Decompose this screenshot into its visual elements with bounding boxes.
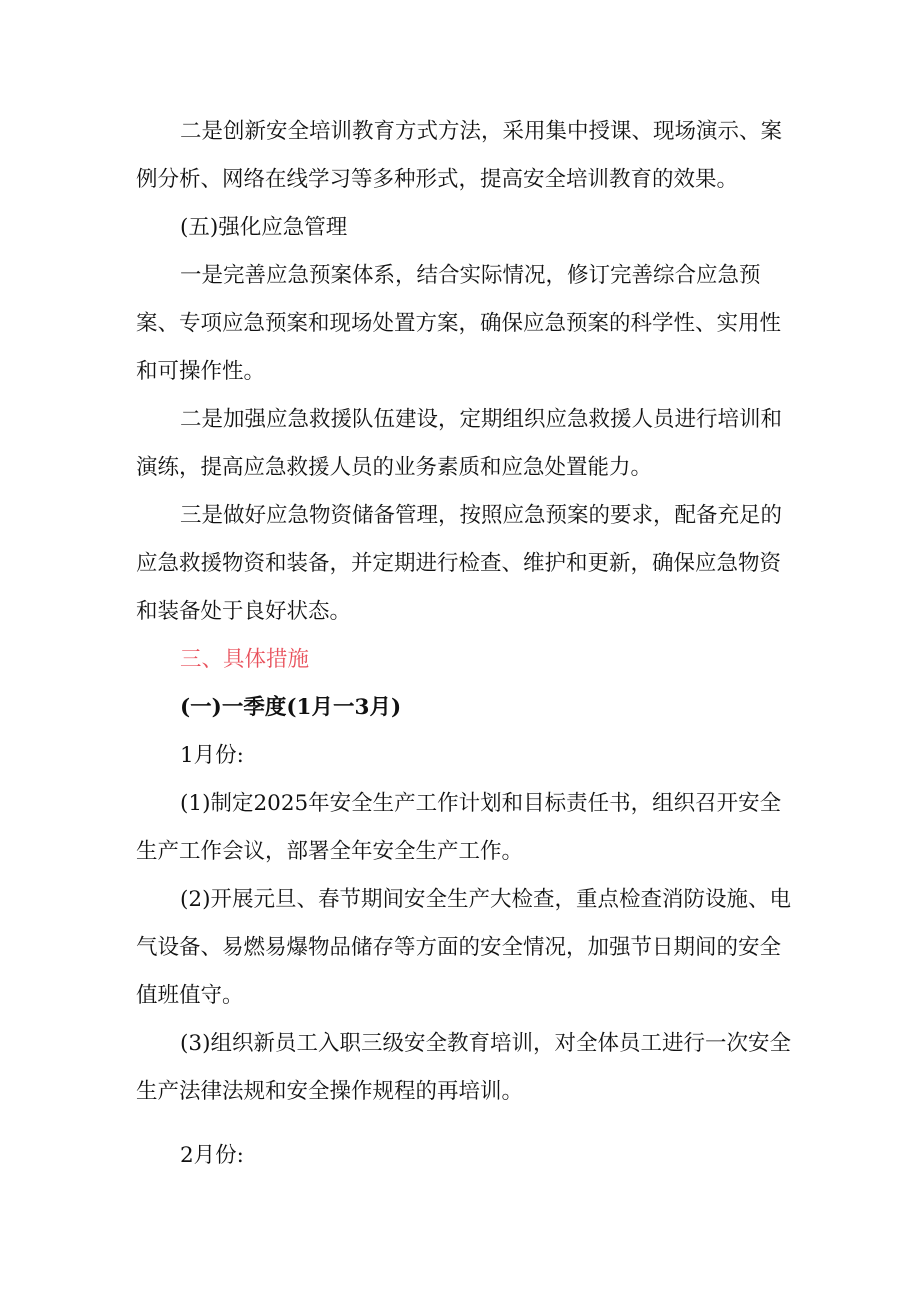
section-heading-specific-measures: 三、具体措施 <box>180 647 310 672</box>
paragraph-january-item-2: (2)开展元旦、春节期间安全生产大检查，重点检查消防设施、电气设备、易燃易爆物品储存等方面的安全情况，加强节日期间的安全值班值守。 <box>136 887 791 1008</box>
paragraph-emergency-plan-system: 一是完善应急预案体系，结合实际情况，修订完善综合应急预案、专项应急预案和现场处置方案，确保应急预案的科学性、实用性和可操作性。 <box>136 263 782 384</box>
paragraph-rescue-team: 二是加强应急救援队伍建设，定期组织应急救援人员进行培训和演练，提高应急救援人员的业务素质和应急处置能力。 <box>136 407 783 480</box>
paragraph-emergency-supplies: 三是做好应急物资储备管理，按照应急预案的要求，配备充足的应急救援物资和装备，并定期进行检查、维护和更新，确保应急物资和装备处于良好状态。 <box>136 503 783 624</box>
paragraph-january-item-3: (3)组织新员工入职三级安全教育培训，对全体员工进行一次安全生产法律法规和安全操作规程的再培训。 <box>136 1031 791 1104</box>
subheading-first-quarter: (一)一季度(1月一3月) <box>180 695 402 720</box>
paragraph-training-methods: 二是创新安全培训教育方式方法，采用集中授课、现场演示、案例分析、网络在线学习等多种形式，提高安全培训教育的效果。 <box>136 119 783 192</box>
label-february: 2月份: <box>180 1143 244 1168</box>
paragraph-january-item-1: (1)制定2025年安全生产工作计划和目标责任书，组织召开安全生产工作会议，部署全年安全生产工作。 <box>136 791 782 864</box>
label-january: 1月份: <box>180 743 244 768</box>
subheading-emergency-management: (五)强化应急管理 <box>180 215 348 240</box>
